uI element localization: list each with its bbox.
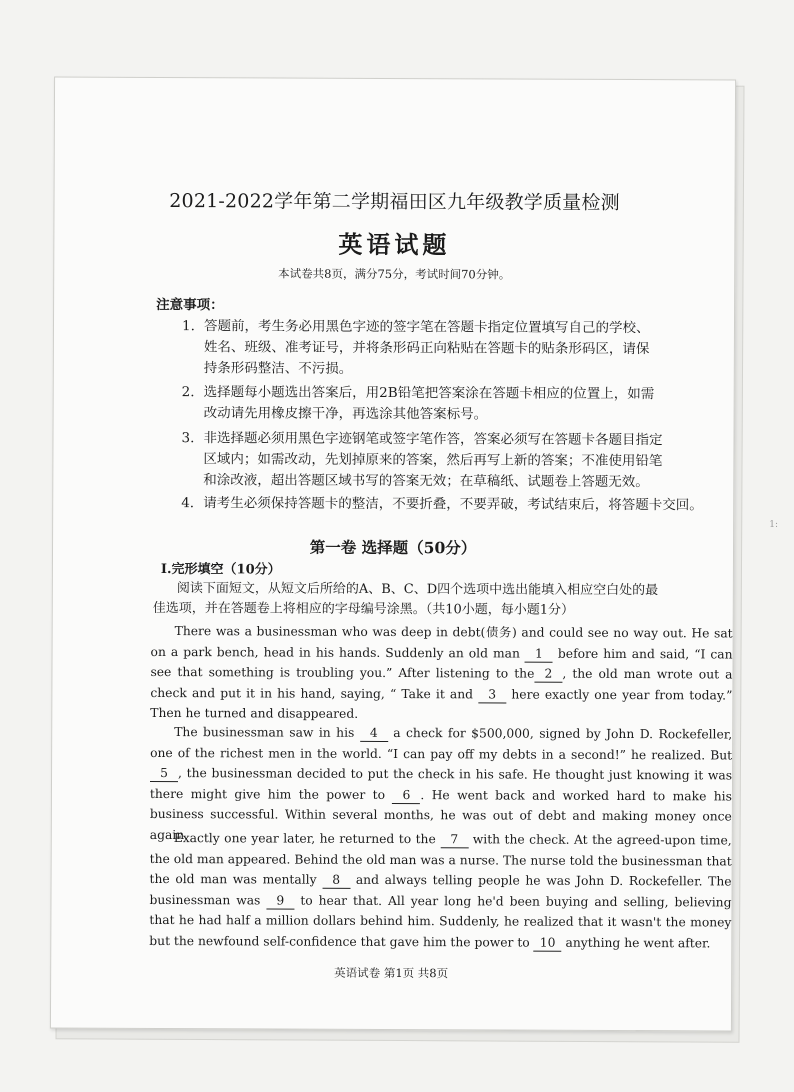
- note-text: 区域内；如需改动，先划掉原来的答案，然后再写上新的答案；不准使用铅笔: [203, 451, 663, 470]
- note-text: 持条形码整洁、不污损。: [203, 360, 353, 377]
- blank-9: 9: [266, 893, 294, 909]
- exam-title: 2021-2022学年第二学期福田区九年级教学质量检测: [169, 190, 620, 214]
- part-title: Ⅰ.完形填空（10分）: [160, 561, 281, 578]
- note-item: [182, 316, 650, 381]
- blank-7: 7: [440, 832, 468, 848]
- note-number: 4.: [181, 495, 195, 512]
- note-number: 2.: [181, 384, 195, 401]
- blank-4: 4: [360, 726, 388, 742]
- section-title: 第一卷 选择题（50分）: [309, 537, 477, 558]
- blank-6: 6: [392, 787, 420, 803]
- blank-10: 10: [534, 935, 562, 951]
- passage-paragraph-1: There was a businessman who was deep in debt(债务) and could see no way out. He sat on a park bench, head in his hands. Suddenly an old man 1 before him and said, “I can see that something is troubling you.” After listening to the 2 , the old man wrote out a check and put it in his hand, saying, “ Take it and 3 here exactly one year from today.” Then he turned and disappeared.: [150, 624, 733, 721]
- note-text: 和涂改液，超出答题区域书写的答案无效；在草稿纸、试题卷上答题无效。: [203, 472, 649, 491]
- passage-paragraph-3: Exactly one year later, he returned to the 7 with the check. At the agreed-upon time, the old man appeared. Behind the old man was a nurse. The nurse told the businessman that the old man was mentally 8 and always telling people he was John D. Rockefeller. The businessman was 9 to hear that. All year long he'd been buying and selling, believing that he had half a million dollars behind him. Suddenly, he realized that it wasn't the money but the newfound self-confidence that gave him the power to 10 anything he went after.: [149, 831, 732, 950]
- instruction-line: 佳选项，并在答题卷上将相应的字母编号涂黑。（共10小题，每小题1分）: [152, 600, 575, 618]
- exam-page: [50, 77, 736, 1032]
- notes-title: 注意事项：: [156, 296, 224, 314]
- note-text: 姓名、班级、准考证号，并将条形码正向粘贴在答题卡的贴条形码区，请保: [203, 339, 650, 358]
- note-text: 答题前，考生务必用黑色字迹的签字笔在答题卡指定位置填写自己的学校、: [203, 318, 650, 337]
- note-text: 非选择题必须用黑色字迹钢笔或签字笔作答，答案必须写在答题卡各题目指定: [203, 430, 663, 449]
- edge-mark: 1:: [769, 520, 778, 530]
- subject-title: 英语试题: [338, 229, 451, 260]
- note-item: [181, 428, 662, 493]
- page-footer: 英语试卷 第1页 共8页: [334, 965, 449, 981]
- part-instructions: [153, 579, 658, 621]
- note-text: 改动请先用橡皮擦干净，再选涂其他答案标号。: [203, 405, 488, 423]
- instruction-line: 阅读下面短文，从短文后所给的A、B、C、D四个选项中选出能填入相应空白处的最: [176, 581, 659, 599]
- note-text: 请考生必须保持答题卡的整洁，不要折叠，不要弄破，考试结束后，将答题卡交回。: [203, 495, 703, 514]
- note-number: 1.: [181, 318, 195, 335]
- exam-meta: 本试卷共8页，满分75分，考试时间70分钟。: [278, 266, 511, 282]
- blank-2: 2: [534, 667, 562, 683]
- blank-8: 8: [322, 873, 350, 889]
- passage-paragraph-2: The businessman saw in his 4 a check for $500,000, signed by John D. Rockefeller, one of the richest men in the world. “I can pay off my debts in a second!” he realized. But 5 , the businessman decided to put the check in his safe. He thought just knowing it was there might give him the power to 6 . He went back and worked hard to make his business successful. Within several months, he was out of debt and making money once again.: [149, 725, 733, 842]
- note-number: 3.: [181, 430, 195, 447]
- note-text: 选择题每小题选出答案后，用2B铅笔把答案涂在答题卡相应的位置上，如需: [203, 384, 655, 403]
- blank-3: 3: [478, 687, 506, 703]
- blank-1: 1: [525, 646, 553, 662]
- note-item: [181, 493, 703, 516]
- note-item: [182, 382, 655, 426]
- blank-5: 5: [150, 766, 178, 782]
